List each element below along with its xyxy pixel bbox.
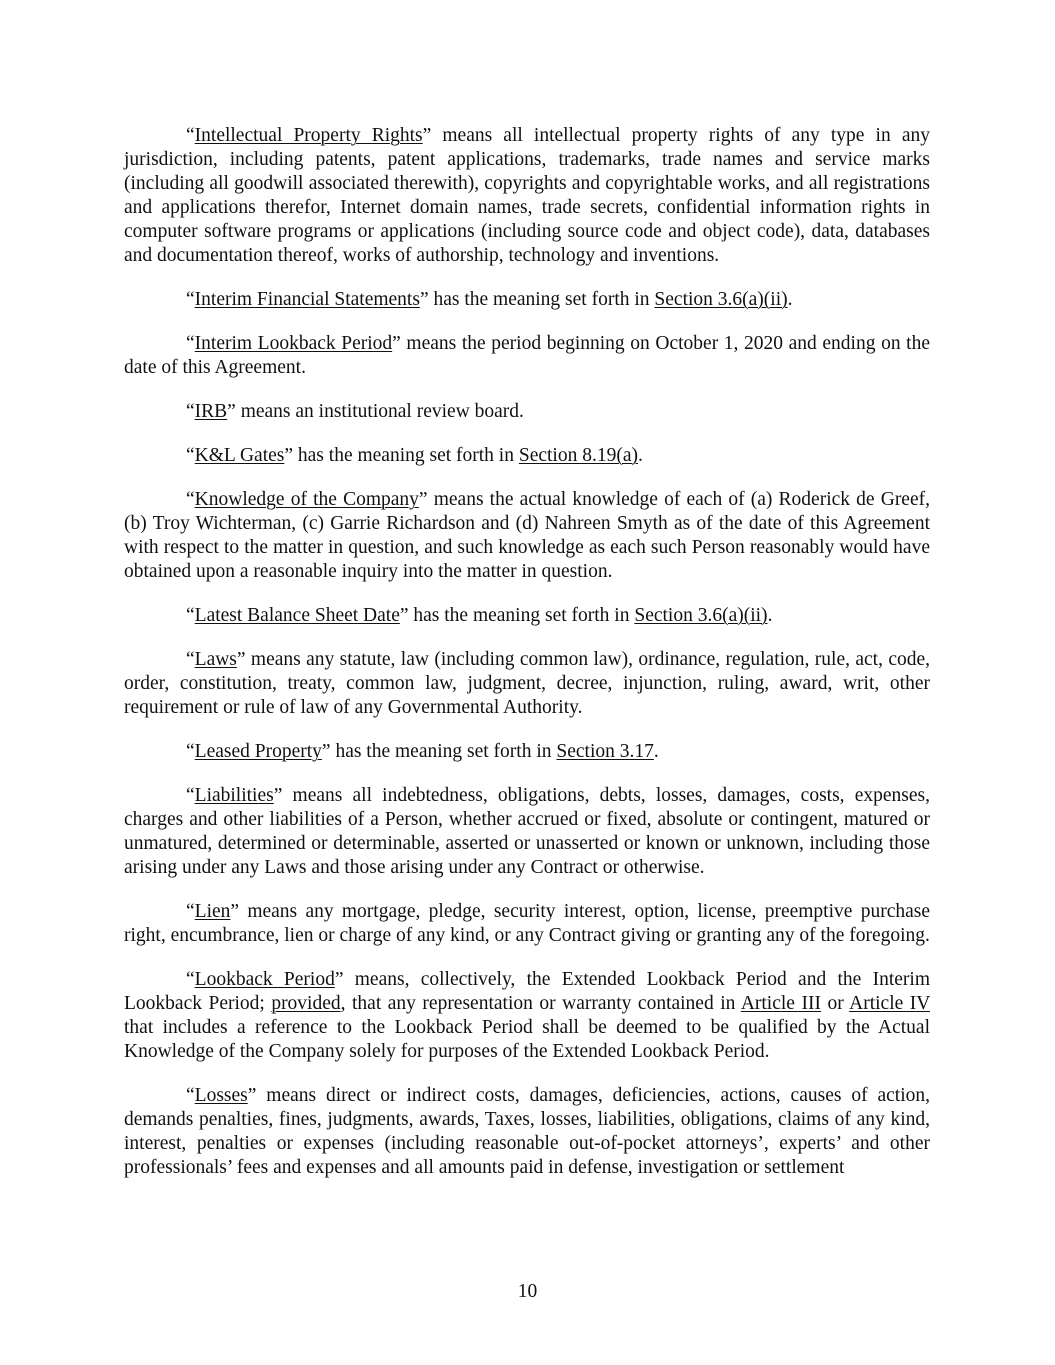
defined-term: Interim Financial Statements bbox=[194, 289, 420, 310]
defined-term: Liabilities bbox=[194, 785, 274, 806]
definition-text: has the meaning set forth in bbox=[428, 289, 655, 310]
defined-term: Leased Property bbox=[194, 741, 322, 762]
section-reference: Section 3.6(a)(ii) bbox=[634, 605, 768, 626]
definition-irb: “IRB” means an institutional review board. bbox=[186, 401, 524, 422]
definition-knowledge-of-the-company: “Knowledge of the Company” means the actual knowledge of each of (a) Roderick de Greef, (b) Troy Wichterman, (c) Garrie Richardson and (d) Nahreen Smyth as of the date of this Agreement with respect to the matter in question, and such knowledge as each such Person reasonably would have obtained upon a reasonable inquiry into the matter in question. bbox=[124, 489, 930, 582]
definition-kl-gates: “K&L Gates” has the meaning set forth in Section 8.19(a). bbox=[186, 445, 643, 466]
definition-leased-property: “Leased Property” has the meaning set forth in Section 3.17. bbox=[186, 741, 659, 762]
defined-term: K&L Gates bbox=[194, 445, 285, 466]
defined-term: Lookback Period bbox=[194, 969, 335, 990]
section-reference: Section 3.6(a)(ii) bbox=[654, 289, 788, 310]
definition-text: means all indebtedness, obligations, debts, losses, damages, costs, expenses, charges and other liabilities of a Person, whether accrued or fixed, absolute or contingent, matured or unmatured, determined or determinable, asserted or unasserted or known or unknown, including those arising under any Laws and those arising under any Contract or otherwise. bbox=[124, 785, 930, 878]
definition-text: means the actual knowledge of each of (a) Roderick de Greef, (b) Troy Wichterman, (c) Garrie Richardson and (d) Nahreen Smyth as of the date of this Agreement with respect to the matter in question, and such knowledge as each such Person reasonably would have obtained upon a reasonable inquiry into the matter in question. bbox=[124, 489, 930, 582]
definition-latest-balance-sheet-date: “Latest Balance Sheet Date” has the meaning set forth in Section 3.6(a)(ii). bbox=[186, 605, 773, 626]
article-reference: Article III bbox=[740, 993, 821, 1014]
defined-term: Knowledge of the Company bbox=[194, 489, 419, 510]
definition-text: means all intellectual property rights of any type in any jurisdiction, including patents, patent applications, trademarks, trade names and service marks (including all goodwill associated therewith), copyrights and copyrightable works, and all registrations and applications therefor, Internet domain names, trade secrets, confidential information rights in computer software programs or applications (including source code and object code), data, databases and documentation thereof, works of authorship, technology and inventions. bbox=[124, 125, 930, 266]
definition-text: means the period beginning on October 1, 2020 and ending on the date of this Agreement. bbox=[124, 333, 930, 378]
defined-term: Lien bbox=[194, 901, 231, 922]
definition-text: means any mortgage, pledge, security interest, option, license, preemptive purchase right, encumbrance, lien or charge of any kind, or any Contract giving or granting any of the foregoing. bbox=[124, 901, 930, 946]
article-reference: Article IV bbox=[849, 993, 930, 1014]
defined-term: Interim Lookback Period bbox=[194, 333, 393, 354]
proviso-term: provided bbox=[271, 993, 341, 1014]
section-reference: Section 3.17 bbox=[556, 741, 654, 762]
definition-text: has the meaning set forth in bbox=[408, 605, 635, 626]
definition-text: has the meaning set forth in bbox=[293, 445, 519, 466]
defined-term: Latest Balance Sheet Date bbox=[194, 605, 400, 626]
definition-interim-lookback-period: “Interim Lookback Period” means the period beginning on October 1, 2020 and ending on the date of this Agreement. bbox=[124, 333, 930, 378]
page-number: 10 bbox=[517, 1281, 538, 1302]
definition-liabilities: “Liabilities” means all indebtedness, obligations, debts, losses, damages, costs, expenses, charges and other liabilities of a Person, whether accrued or fixed, absolute or contingent, matured or unmatured, determined or determinable, asserted or unasserted or known or unknown, including those arising under any Laws and those arising under any Contract or otherwise. bbox=[124, 785, 930, 878]
definition-losses: “Losses” means direct or indirect costs, damages, deficiencies, actions, causes of action, demands penalties, fines, judgments, awards, Taxes, losses, liabilities, obligations, claims of any kind, interest, penalties or expenses (including reasonable out-of-pocket attorneys’, experts’ and other professionals’ fees and expenses and all amounts paid in defense, investigation or settlement bbox=[124, 1085, 930, 1178]
definition-text: means any statute, law (including common law), ordinance, regulation, rule, act, code, order, constitution, treaty, common law, judgment, decree, injunction, ruling, award, writ, other requirement or rule of law of any Governmental Authority. bbox=[124, 649, 930, 718]
definition-text: has the meaning set forth in bbox=[330, 741, 557, 762]
definition-text: means direct or indirect costs, damages, deficiencies, actions, causes of action, demands penalties, fines, judgments, awards, Taxes, losses, liabilities, obligations, claims of any kind, interest, penalties or expenses (including reasonable out-of-pocket attorneys’, experts’ and other professionals’ fees and expenses and all amounts paid in defense, investigation or settlement bbox=[124, 1085, 930, 1178]
defined-term: Losses bbox=[194, 1085, 248, 1106]
definition-interim-financial-statements: “Interim Financial Statements” has the meaning set forth in Section 3.6(a)(ii). bbox=[186, 289, 793, 310]
defined-term: Intellectual Property Rights bbox=[194, 125, 423, 146]
definition-text: means, collectively, the Extended Lookback Period and the Interim Lookback Period; bbox=[124, 969, 930, 1014]
definitions-body bbox=[124, 124, 930, 1200]
definition-lookback-period: “Lookback Period” means, collectively, the Extended Lookback Period and the Interim Lookback Period; provided, that any representation or warranty contained in Article III or Article IV that includes a reference to the Lookback Period shall be deemed to be qualified by the Actual Knowledge of the Company solely for purposes of the Extended Lookback Period. bbox=[124, 969, 930, 1062]
definition-lien: “Lien” means any mortgage, pledge, security interest, option, license, preemptive purchase right, encumbrance, lien or charge of any kind, or any Contract giving or granting any of the foregoing. bbox=[124, 901, 930, 946]
defined-term: IRB bbox=[194, 401, 228, 422]
section-reference: Section 8.19(a) bbox=[518, 445, 638, 466]
defined-term: Laws bbox=[194, 649, 237, 670]
definition-intellectual-property-rights: “Intellectual Property Rights” means all intellectual property rights of any type in any jurisdiction, including patents, patent applications, trademarks, trade names and service marks (including all goodwill associated therewith), copyrights and copyrightable works, and all registrations and applications therefor, Internet domain names, trade secrets, confidential information rights in computer software programs or applications (including source code and object code), data, databases and documentation thereof, works of authorship, technology and inventions. bbox=[124, 125, 930, 266]
definition-text: means an institutional review board. bbox=[235, 401, 524, 422]
definition-laws: “Laws” means any statute, law (including common law), ordinance, regulation, rule, act, code, order, constitution, treaty, common law, judgment, decree, injunction, ruling, award, writ, other requirement or rule of law of any Governmental Authority. bbox=[124, 649, 930, 718]
